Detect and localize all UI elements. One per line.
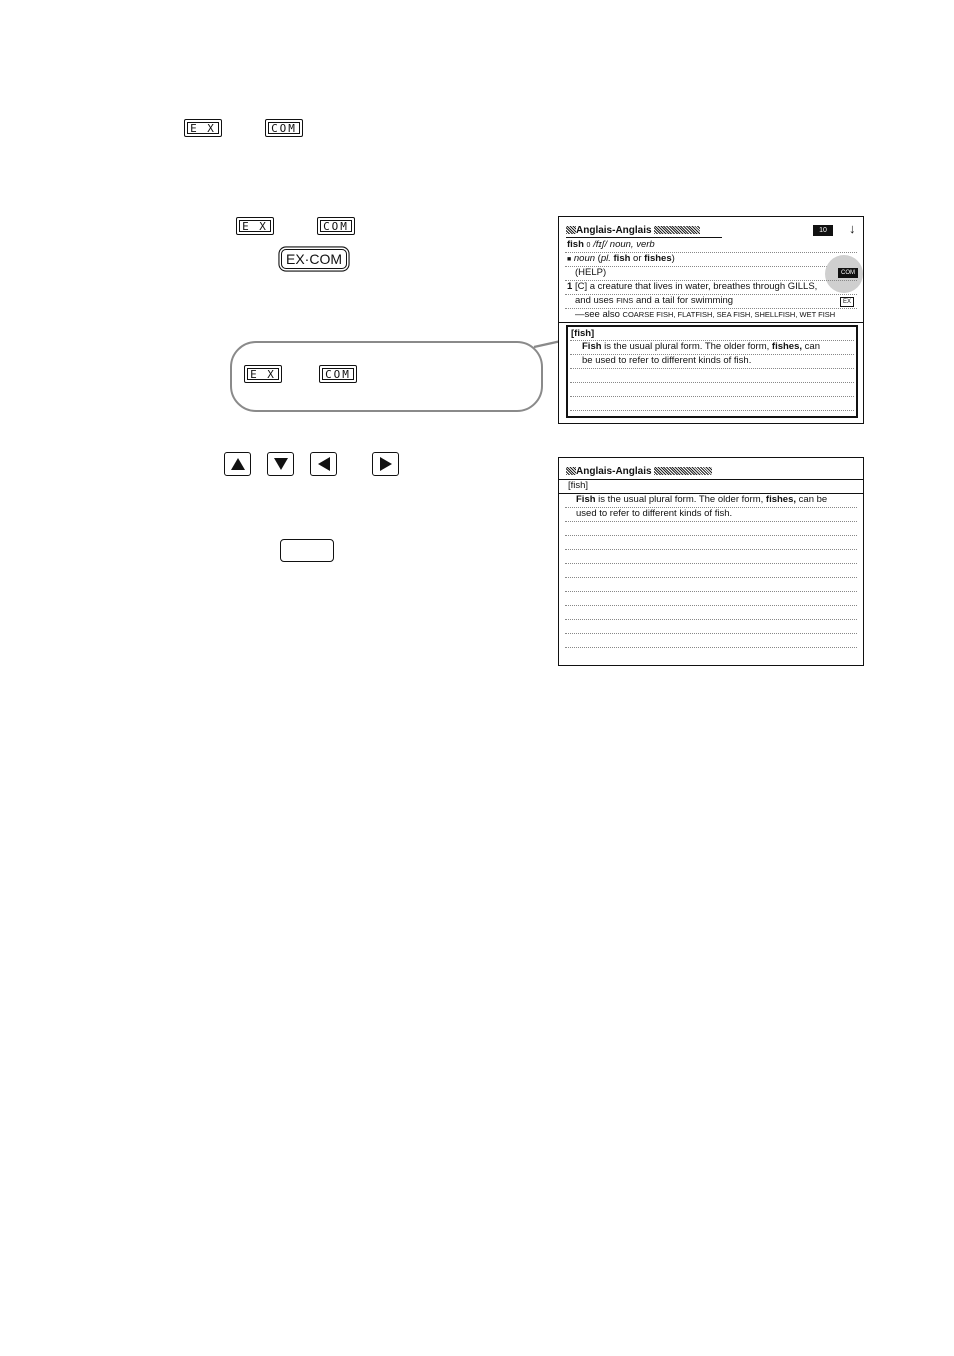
com-key-label: COM xyxy=(325,367,351,381)
bullet-icon: ■ xyxy=(567,256,572,263)
up-triangle-icon xyxy=(230,457,246,471)
ex-key-icon xyxy=(244,365,282,383)
entry-headword: fish xyxy=(567,239,584,250)
blank-key-icon xyxy=(280,539,334,562)
dictionary-screen-usage-note xyxy=(558,457,864,666)
entry-part-of-speech: noun, verb xyxy=(609,239,655,250)
left-arrow-key xyxy=(310,452,337,476)
down-arrow-key xyxy=(267,452,294,476)
see-also-line: —see also COARSE FISH, FLATFISH, SEA FISH, SHELLFISH, WET FISH xyxy=(575,309,836,320)
header-underline xyxy=(566,237,722,238)
header-title-text: Anglais-Anglais xyxy=(576,466,652,477)
definition-line-1 xyxy=(567,281,817,293)
com-key-icon xyxy=(319,365,357,383)
com-key-label: COM xyxy=(271,121,297,135)
usage-note-line-1: Fish is the usual plural form. The older form, fishes, can be xyxy=(576,494,828,505)
hatch-decoration-icon xyxy=(654,467,712,475)
sense-line: ■ noun (pl. fish or fishes) xyxy=(567,253,675,264)
definition-text: [C] a creature that lives in water, breathes through GILLS, xyxy=(574,281,818,292)
screen-header-title xyxy=(566,225,700,236)
ex-key-label: E X xyxy=(190,121,216,135)
hatch-decoration-icon xyxy=(566,467,576,475)
page-count-badge: 10 xyxy=(813,225,833,236)
right-triangle-icon xyxy=(378,456,394,472)
help-line xyxy=(575,267,606,279)
ex-key-label: E X xyxy=(242,219,268,233)
ex-indicator-tag: EX xyxy=(840,297,854,307)
usage-note-line-1: Fish is the usual plural form. The older form, fishes, can xyxy=(582,341,820,352)
usage-note-box xyxy=(566,325,858,418)
left-triangle-icon xyxy=(316,456,332,472)
dictionary-screen-entry xyxy=(558,216,864,424)
usage-note-line-2: be used to refer to different kinds of fish. xyxy=(582,355,752,366)
com-key-label: COM xyxy=(323,219,349,233)
up-arrow-key xyxy=(224,452,251,476)
row-divider xyxy=(565,266,857,267)
see-also-items: COARSE FISH, FLATFISH, SEA FISH, SHELLFISH, WET FISH xyxy=(622,310,836,319)
down-triangle-icon xyxy=(273,457,289,471)
ex-key-label: E X xyxy=(250,367,276,381)
definition-line-2: and uses FINS and a tail for swimming xyxy=(575,295,734,306)
com-indicator-tag: COM xyxy=(838,268,858,278)
section-divider xyxy=(559,322,863,323)
help-label: (HELP) xyxy=(575,267,607,278)
usage-note-title: [fish] xyxy=(568,480,589,491)
entry-headword-line xyxy=(567,239,655,252)
header-divider xyxy=(559,479,863,480)
excom-key-label: EX·COM xyxy=(286,251,342,267)
usage-note-line-2: used to refer to different kinds of fish. xyxy=(576,508,733,519)
screen-header-title xyxy=(566,466,712,477)
hatch-decoration-icon xyxy=(566,226,576,234)
pron-mark-icon: 0 xyxy=(586,242,591,249)
header-title-text: Anglais-Anglais xyxy=(576,225,652,236)
right-arrow-key xyxy=(372,452,399,476)
scroll-down-arrow-icon: ↓ xyxy=(849,221,856,236)
entry-pronunciation: /fɪʃ/ xyxy=(593,239,608,250)
sense-pos: noun xyxy=(573,253,596,264)
usage-note-title: [fish] xyxy=(571,328,595,339)
hatch-decoration-icon xyxy=(654,226,700,234)
definition-number: 1 xyxy=(567,281,573,292)
